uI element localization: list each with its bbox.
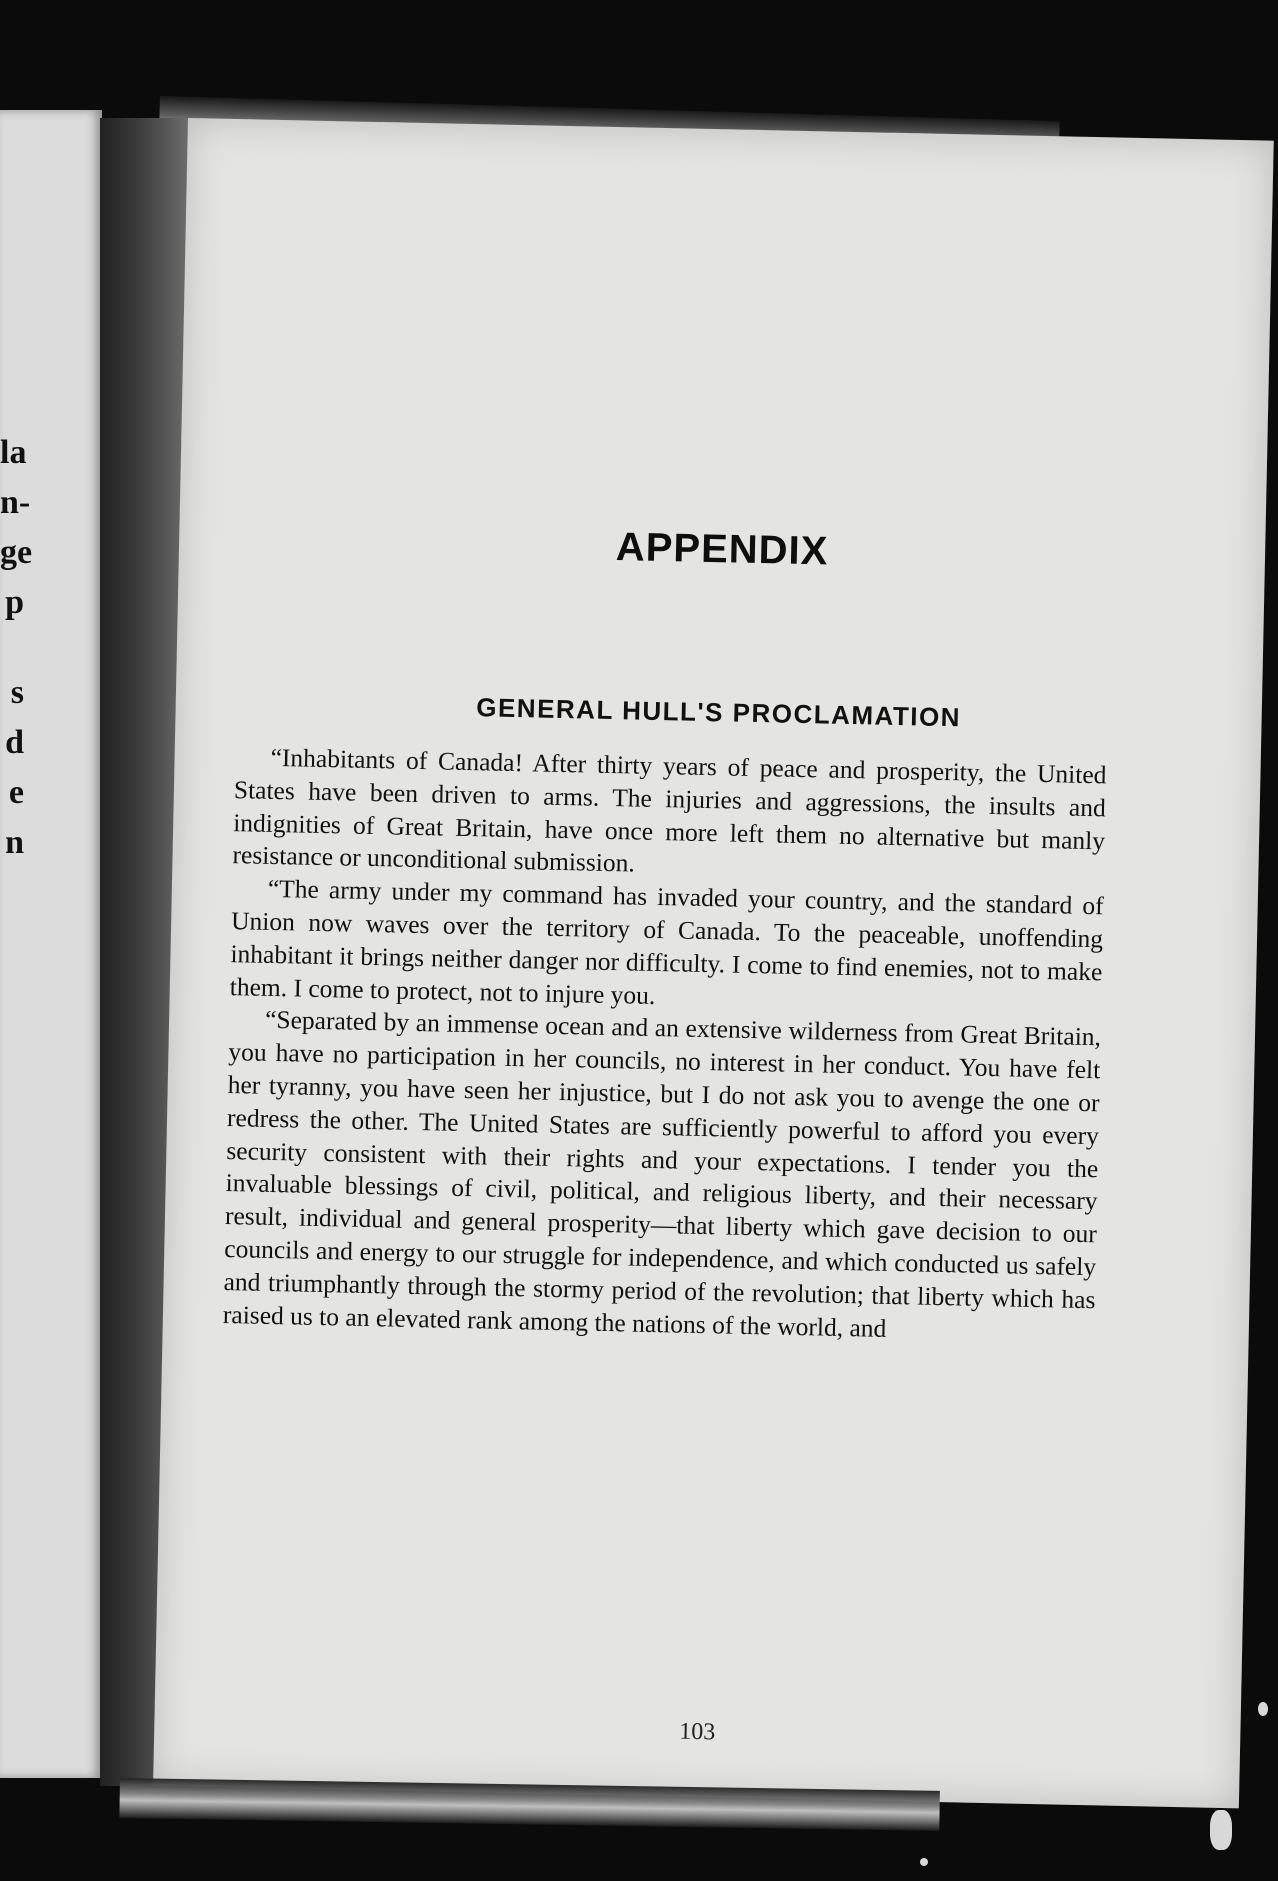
fragment-line: n [5,824,24,861]
dust-speck [920,1858,928,1866]
fragment-line: p [5,584,24,621]
previous-page-text-fragments [0,428,100,868]
page-number: 103 [679,1718,716,1746]
paragraph: “The army under my command has invaded your country, and the standard of Union now waves over the territory of Canada. To the peaceable, unoffending inhabitant it brings neither danger nor difficulty. I come to find enemies, not to make them. I come to protect, not to injure you. [229,874,1105,1010]
dust-speck [1210,1810,1232,1850]
fragment-line: e [8,774,24,811]
fragment-line: n- [0,484,31,521]
fragment-gap [0,628,100,668]
paragraph: “Separated by an immense ocean and an extensive wilderness from Great Britain, you have no participation in her councils, no interest in her conduct. You have felt her tyranny, you have seen her injustice, but I do not ask you to avenge the one or redress the other. The United States are sufficiently powerful to afford you every security consistent with their rights and your expectations. I tender you the invaluable blessings of civil, political, and religious liberty, and their necessary result, individual and general prosperity—that liberty which gave decision to our councils and energy to our struggle for independence, and which conducted us safely and triumphantly through the stormy period of the revolution; that liberty which has raised us to an elevated rank among the nations of the world, and [222,1005,1102,1343]
previous-page-edge [0,110,102,1778]
page-heading: APPENDIX [615,525,829,574]
paragraph: “Inhabitants of Canada! After thirty years of peace and prosperity, the United States have been driven to arms. The injuries and aggressions, the insults and indignities of Great Britain, have once more left them no alternative but manly resistance or unconditional submission. [232,742,1107,878]
proclamation-text [223,741,1107,1349]
fragment-line: ge [0,534,33,571]
fragment-line: la [0,434,27,471]
fragment-line: s [10,674,24,711]
book-page [153,118,1274,1808]
fragment-line: d [5,724,24,761]
section-title: GENERAL HULL'S PROCLAMATION [475,692,962,733]
dust-speck [1258,1702,1268,1716]
